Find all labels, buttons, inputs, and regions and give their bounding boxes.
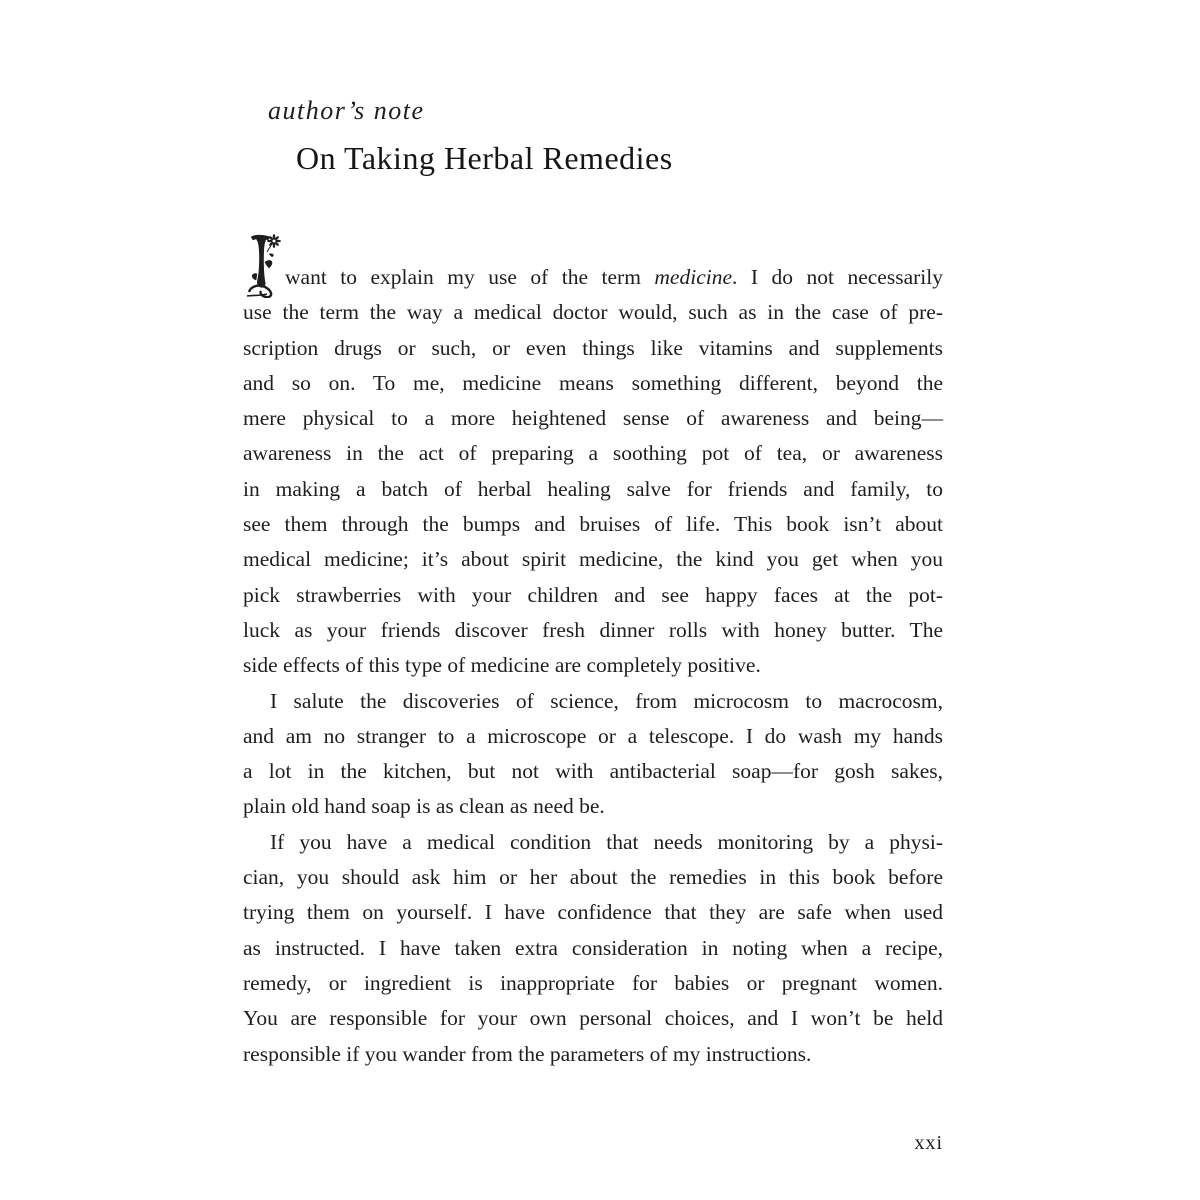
text-line: If you have a medical condition that needs monitoring by a physi-	[270, 829, 943, 854]
text-line: side effects of this type of medicine are completely positive.	[243, 653, 761, 678]
text-line: remedy, or ingredient is inappropriate for babies or pregnant women.	[243, 970, 943, 995]
text-line: scription drugs or such, or even things like vitamins and supplements	[243, 335, 943, 360]
emphasis-medicine: medicine	[654, 265, 733, 289]
page-number: xxi	[914, 1132, 943, 1154]
chapter-title: On Taking Herbal Remedies	[296, 140, 673, 176]
section-kicker: author’s note	[268, 96, 425, 125]
text-line: use the term the way a medical doctor would, such as in the case of pre-	[243, 300, 943, 325]
text-line: and so on. To me, medicine means something different, beyond the	[243, 370, 943, 395]
text-line: a lot in the kitchen, but not with antibacterial soap—for gosh sakes,	[243, 759, 943, 784]
text-line: You are responsible for your own personal choices, and I won’t be held	[243, 1006, 943, 1031]
text-line: cian, you should ask him or her about the remedies in this book before	[243, 865, 943, 890]
text-line: responsible if you wander from the parameters of my instructions.	[243, 1041, 812, 1066]
text-line: as instructed. I have taken extra consideration in noting when a recipe,	[243, 935, 943, 960]
text-line: and am no stranger to a microscope or a telescope. I do wash my hands	[243, 723, 943, 748]
text-line: in making a batch of herbal healing salve for friends and family, to	[243, 476, 943, 501]
text-line: plain old hand soap is as clean as need be.	[243, 794, 605, 819]
text-line: mere physical to a more heightened sense of awareness and being—	[243, 406, 943, 431]
text-line: pick strawberries with your children and see happy faces at the pot-	[243, 582, 943, 607]
text-line: trying them on yourself. I have confidence that they are safe when used	[243, 900, 943, 925]
text-line: awareness in the act of preparing a soothing pot of tea, or awareness	[243, 441, 943, 466]
text-line: see them through the bumps and bruises of life. This book isn’t about	[243, 512, 943, 537]
text-line: medical medicine; it’s about spirit medicine, the kind you get when you	[243, 547, 943, 572]
text-line: I salute the discoveries of science, from microcosm to macrocosm,	[270, 688, 943, 713]
text-line-1: want to explain my use of the term medicine. I do not necessarily	[285, 265, 943, 289]
body-text	[243, 260, 943, 1072]
text-line: luck as your friends discover fresh dinner rolls with honey butter. The	[243, 617, 943, 642]
